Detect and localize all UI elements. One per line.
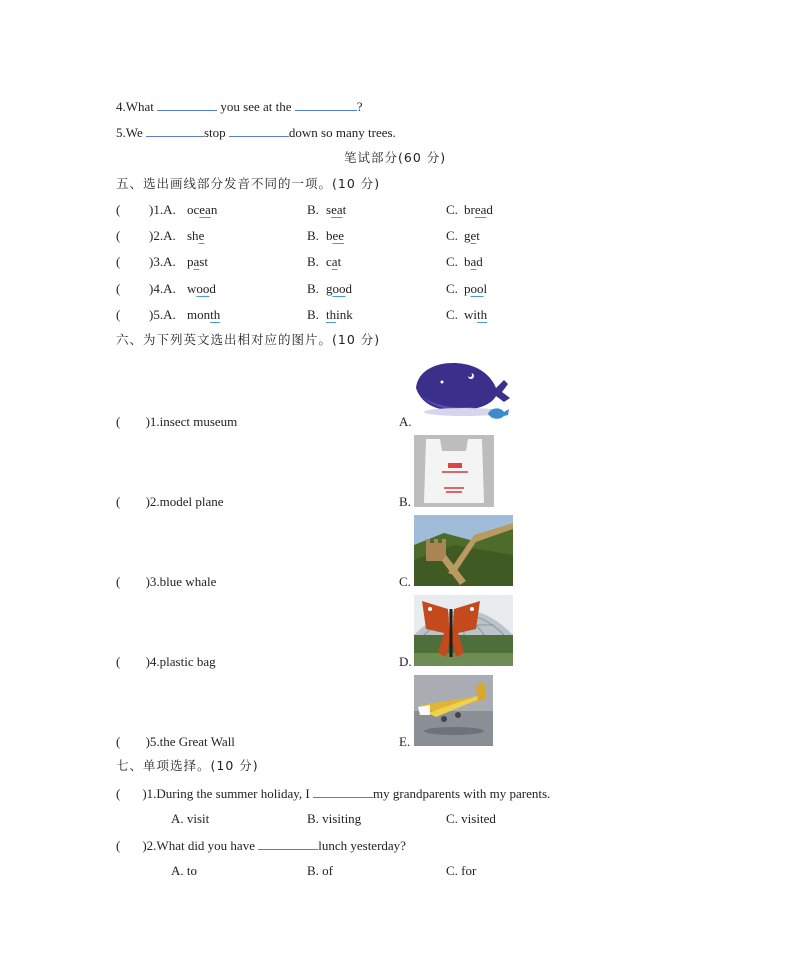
s6-letter-a: A. — [399, 414, 412, 429]
s5-row-2-letter-c — [446, 228, 458, 244]
underlined-part: ea — [331, 202, 343, 217]
paren: ( — [116, 654, 121, 669]
q5-blank-1[interactable] — [146, 124, 204, 137]
s5-paren: ( — [116, 228, 121, 243]
option-letter: B. — [307, 281, 319, 296]
s5-row-1-number — [149, 202, 176, 218]
great-wall-picture — [414, 515, 513, 586]
option-letter: C. — [446, 254, 458, 269]
written-section-title: 笔试部分(60 分) — [344, 150, 447, 165]
word-part: c — [326, 254, 332, 269]
s5-row-3-letter-b — [307, 254, 319, 270]
s6-letter-c: C. — [399, 574, 411, 589]
q5-text-b: stop — [204, 125, 226, 140]
q4-text-a: 4.What — [116, 99, 154, 114]
s5-row-2-option-b — [326, 228, 344, 244]
option-letter: B. — [307, 307, 319, 322]
s6-letter-b: B. — [399, 494, 411, 509]
underlined-part: th — [477, 307, 488, 322]
model-plane-picture — [414, 675, 493, 746]
word-part: d — [486, 202, 493, 217]
underlined-part: e — [198, 228, 205, 243]
word-part: t — [337, 254, 342, 269]
q5-text-a: 5.We — [116, 125, 143, 140]
paren: ( — [116, 494, 121, 509]
word-part: ink — [336, 307, 353, 322]
s5-row-5-option-a — [187, 307, 220, 323]
q4-blank-2[interactable] — [295, 98, 357, 111]
s5-row-4-number — [149, 281, 176, 297]
word-part: t — [476, 228, 480, 243]
s5-row-4-option-a — [187, 281, 216, 297]
s6-letter-e: E. — [399, 734, 411, 749]
s5-row-4-letter-b — [307, 281, 319, 297]
word-part: sh — [187, 228, 199, 243]
s5-row-1-option-c — [464, 202, 493, 218]
word-part: w — [187, 281, 197, 296]
option-letter: B. — [307, 202, 319, 217]
s7-q2-opt-c: C. for — [446, 863, 477, 878]
underlined-part: e — [470, 228, 477, 243]
word-part: g — [464, 228, 471, 243]
s5-paren: ( — [116, 307, 121, 322]
s6-item-text: )4.plastic bag — [142, 654, 216, 669]
s6-item-5 — [116, 734, 235, 750]
option-letter: B. — [307, 254, 319, 269]
word-part: b — [326, 228, 333, 243]
s5-row-3-option-a — [187, 254, 208, 270]
s6-item-text: )1.insect museum — [142, 414, 238, 429]
word-part: n — [210, 202, 218, 217]
underlined-part: ea — [474, 202, 487, 217]
s5-row-5-letter-b — [307, 307, 319, 323]
underlined-part: th — [210, 307, 221, 322]
q4-text-c: ? — [356, 99, 363, 114]
s7-q1-opt-b: B. visiting — [307, 811, 362, 826]
underlined-part: oo — [470, 281, 484, 296]
s5-row-2-letter-b — [307, 228, 319, 244]
q4-text-b: you see at the — [220, 99, 292, 114]
s5-row-1-letter-b — [307, 202, 319, 218]
s7-q2-opt-a: A. to — [171, 863, 197, 878]
word-part: p — [187, 254, 194, 269]
s5-row-3-number — [149, 254, 176, 270]
underlined-part: oo — [332, 281, 346, 296]
s5-paren: ( — [116, 281, 121, 296]
word-part: l — [483, 281, 488, 296]
s7-q1-blank[interactable] — [313, 785, 373, 798]
s7-q2 — [116, 837, 406, 854]
s5-row-2-option-c — [464, 228, 480, 244]
s6-item-2 — [116, 494, 224, 510]
s7-q1-opt-c: C. visited — [446, 811, 496, 826]
s5-number: )3.A. — [149, 254, 176, 269]
s5-number: )5.A. — [149, 307, 176, 322]
paren: ( — [116, 574, 121, 589]
option-letter: C. — [446, 307, 458, 322]
word-part: d — [345, 281, 352, 296]
s6-letter-d: D. — [399, 654, 412, 669]
option-letter: C. — [446, 228, 458, 243]
paren: ( — [116, 786, 121, 801]
fill-q5 — [116, 124, 396, 141]
word-part: b — [464, 254, 471, 269]
word-part: mon — [187, 307, 211, 322]
s5-row-1-option-a — [187, 202, 217, 218]
option-letter: B. — [307, 228, 319, 243]
q5-text-c: down so many trees. — [288, 125, 396, 140]
s5-row-5-option-b — [326, 307, 353, 323]
word-part: d — [209, 281, 216, 296]
s7-q1 — [116, 785, 550, 802]
word-part: g — [326, 281, 333, 296]
paren: ( — [116, 734, 121, 749]
s5-row-2-number — [149, 228, 176, 244]
s5-row-4-option-b — [326, 281, 352, 297]
word-part: wi — [464, 307, 477, 322]
plastic-bag-picture — [414, 435, 494, 507]
word-part: st — [199, 254, 208, 269]
underlined-part: oo — [196, 281, 210, 296]
s7-q1-text-a: )1.During the summer holiday, I — [142, 786, 310, 801]
s5-row-5-option-c — [464, 307, 487, 323]
s5-row-1-option-b — [326, 202, 346, 218]
word-part: br — [464, 202, 475, 217]
word-part: d — [476, 254, 483, 269]
s6-item-text: )2.model plane — [142, 494, 224, 509]
s6-item-3 — [116, 574, 216, 590]
underlined-part: th — [326, 307, 337, 322]
s7-q2-text-b: lunch yesterday? — [318, 838, 406, 853]
word-part: p — [464, 281, 471, 296]
section7-title: 七、单项选择。(10 分) — [116, 758, 259, 773]
butterfly-museum-picture — [414, 595, 513, 666]
s5-row-1-letter-c — [446, 202, 458, 218]
s7-q1-text-b: my grandparents with my parents. — [373, 786, 551, 801]
option-letter: C. — [446, 202, 458, 217]
s6-item-4 — [116, 654, 216, 670]
fill-q4 — [116, 98, 363, 115]
s7-q2-opt-b: B. of — [307, 863, 333, 878]
s5-row-4-letter-c — [446, 281, 458, 297]
s6-item-text: )3.blue whale — [142, 574, 217, 589]
s5-row-5-letter-c — [446, 307, 458, 323]
s7-q2-text-a: )2.What did you have — [142, 838, 255, 853]
word-part: s — [326, 202, 332, 217]
section5-title: 五、选出画线部分发音不同的一项。(10 分) — [116, 176, 381, 191]
word-part: oc — [187, 202, 200, 217]
paren: ( — [116, 838, 121, 853]
s5-paren: ( — [116, 202, 121, 217]
q5-blank-2[interactable] — [229, 124, 289, 137]
underlined-part: a — [193, 254, 200, 269]
q4-blank-1[interactable] — [157, 98, 217, 111]
underlined-part: a — [331, 254, 338, 269]
underlined-part: ee — [332, 228, 345, 243]
underlined-part: a — [470, 254, 477, 269]
s7-q2-blank[interactable] — [258, 837, 318, 850]
s5-row-3-option-c — [464, 254, 483, 270]
s5-row-4-option-c — [464, 281, 487, 297]
s5-row-2-option-a — [187, 228, 204, 244]
s5-row-5-number — [149, 307, 176, 323]
s5-number: )1.A. — [149, 202, 176, 217]
paren: ( — [116, 414, 121, 429]
option-letter: C. — [446, 281, 458, 296]
s7-q1-opt-a: A. visit — [171, 811, 210, 826]
underlined-part: ea — [199, 202, 211, 217]
s5-paren: ( — [116, 254, 121, 269]
s6-item-text: )5.the Great Wall — [142, 734, 235, 749]
s5-row-3-option-b — [326, 254, 341, 270]
s5-number: )2.A. — [149, 228, 176, 243]
whale-picture — [412, 358, 512, 426]
s5-number: )4.A. — [149, 281, 176, 296]
word-part: t — [342, 202, 347, 217]
s6-item-1 — [116, 414, 237, 430]
s5-row-3-letter-c — [446, 254, 458, 270]
section6-title: 六、为下列英文选出相对应的图片。(10 分) — [116, 332, 381, 347]
